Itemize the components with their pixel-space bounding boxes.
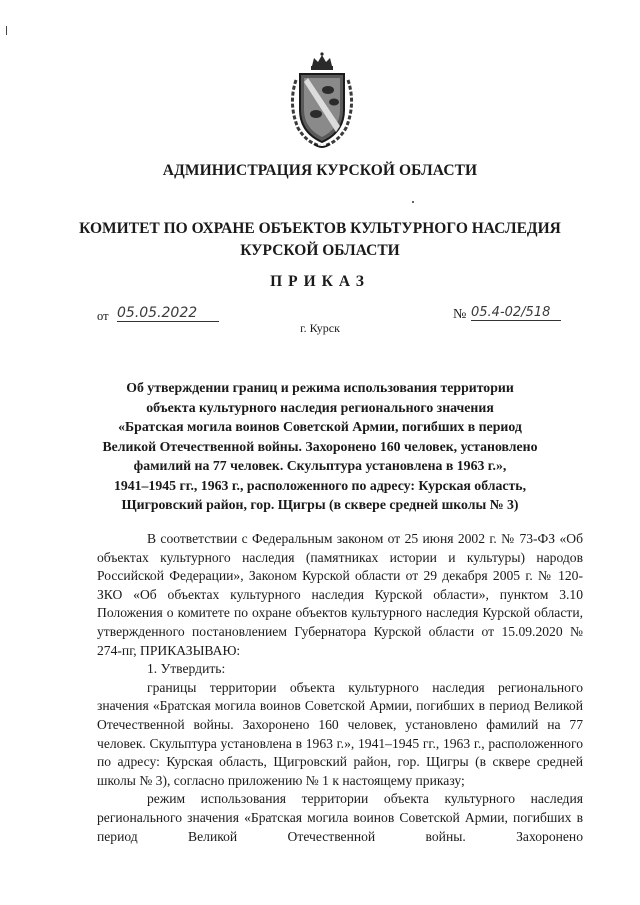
order-number: 05.4-02/518 xyxy=(471,305,561,321)
subject-line-4: Великой Отечественной войны. Захоронено 160 человек, установлено xyxy=(102,438,538,454)
coat-of-arms-icon xyxy=(286,52,358,150)
body-paragraph-item-1: 1. Утвердить: xyxy=(147,661,226,677)
number-prefix: № xyxy=(453,307,467,322)
committee-title xyxy=(0,218,640,262)
subject-line-3: «Братская могила воинов Советской Армии, погибших в период xyxy=(118,419,522,434)
subject-line-1: Об утверждении границ и режима использования территории xyxy=(126,380,514,395)
order-date: 05.05.2022 xyxy=(117,305,219,322)
date-prefix: от xyxy=(97,309,109,323)
city: г. Курск xyxy=(300,321,340,335)
subject-line-2: объекта культурного наследия регионального значения xyxy=(146,399,494,415)
scan-mark xyxy=(6,26,7,35)
subject-line-7: Щигровский район, гор. Щигры (в сквере средней школы № 3) xyxy=(121,497,519,512)
document-type: ПРИКАЗ xyxy=(270,273,370,290)
subject-line-6: 1941–1945 гг., 1963 г., расположенного по адресу: Курская область, xyxy=(113,477,527,493)
body-paragraph-regime: режим использования территории объекта культурного наследия регионального значения «Братская могила воинов Советской Армии, погибших в период Великой Отечественной войны. Захоронено xyxy=(97,791,583,844)
subject-line-5: фамилий на 77 человек. Скульптура установлена в 1963 г.», xyxy=(133,458,507,473)
order-subject xyxy=(0,378,640,515)
committee-title-line-2: КУРСКОЙ ОБЛАСТИ xyxy=(240,242,400,259)
body-paragraph-preamble: В соответствии с Федеральным законом от 25 июня 2002 г. № 73-ФЗ «Об объектах культурного наследия (памятниках истории и культуры) народов Российской Федерации», Законом Курской области от 29 декабря 2005 г. № 120-ЗКО «Об объектах культурного наследия Курской области», пунктом 3.10 Положения о комитете по охране объектов культурного наследия Курской области, утвержденного постановлением Губернатора Курской области от 15.09.2020 № 274-пг, ПРИКАЗЫВАЮ: xyxy=(97,531,583,658)
order-body xyxy=(97,530,583,846)
scan-dot xyxy=(412,201,414,203)
administration-title: АДМИНИСТРАЦИЯ КУРСКОЙ ОБЛАСТИ xyxy=(162,162,478,179)
body-paragraph-boundaries: границы территории объекта культурного наследия регионального значения «Братская могила воинов Советской Армии, погибших в период Великой Отечественной войны. Захоронено 160 человек, установлено фамилий на 77 человек. Скульптура установлена в 1963 г.», 1941–1945 гг., 1963 г., расположенного по адресу: Курская область, Щигровский район, гор. Щигры (в сквере средней школы № 3), согласно приложению № 1 к настоящему приказу; xyxy=(97,679,583,788)
committee-title-line-1: КОМИТЕТ ПО ОХРАНЕ ОБЪЕКТОВ КУЛЬТУРНОГО НАСЛЕДИЯ xyxy=(79,220,561,237)
